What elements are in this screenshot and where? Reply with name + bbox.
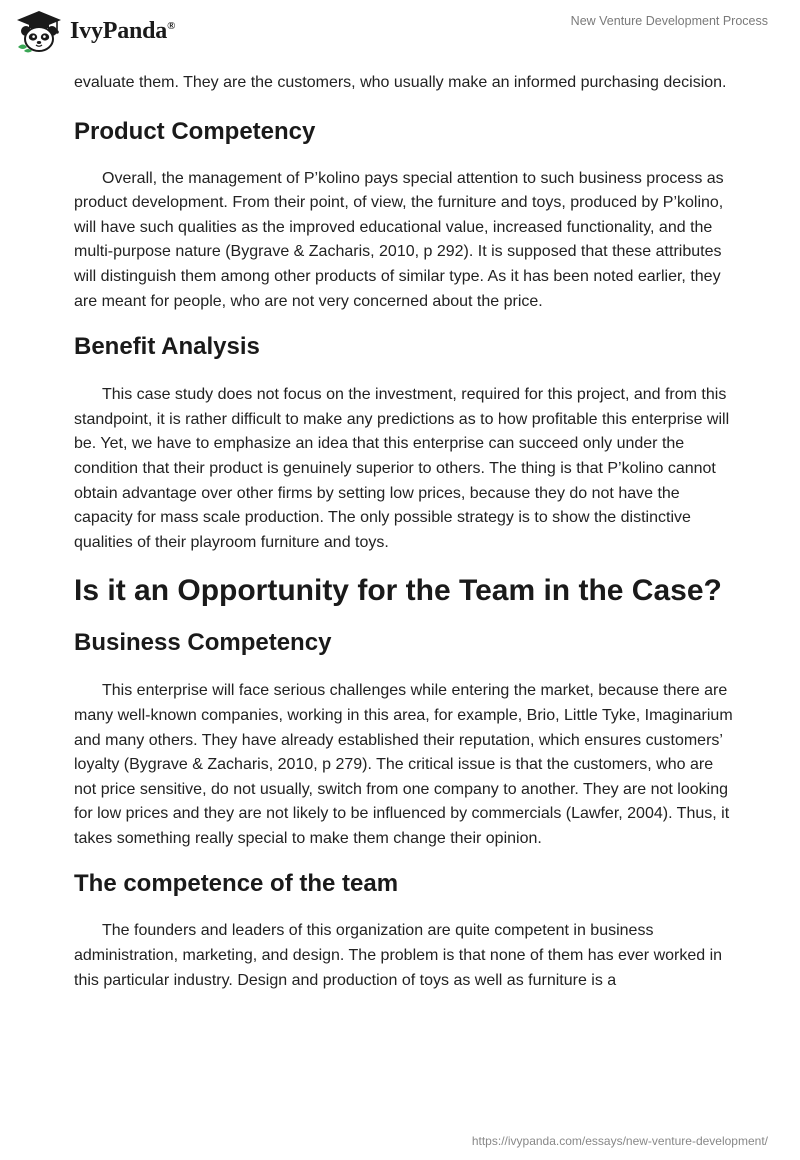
product-competency-heading: Product Competency [74, 117, 316, 145]
essay-content [74, 71, 734, 993]
intro-continuation-paragraph: evaluate them. They are the customers, who usually make an informed purchasing decision. [74, 74, 727, 91]
logo-text: IvyPanda [70, 17, 168, 44]
page-header [0, 0, 800, 62]
registered-mark: ® [167, 19, 176, 32]
benefit-analysis-paragraph: This case study does not focus on the investment, required for this project, and from this standpoint, it is rather difficult to make any predictions as to how profitable this enterprise will be. Yet, we have to emphasize an idea that this enterprise can succeed only under the condition that their product is genuinely superior to others. The thing is that P’kolino cannot obtain advantage over other firms by setting low prices, because they do not have the capacity for mass scale production. The only possible strategy is to show the distinctive qualities of their playroom furniture and toys. [74, 386, 730, 551]
product-competency-paragraph: Overall, the management of P’kolino pays special attention to such business process as product development. From their point, of view, the furniture and toys, produced by P’kolino, will have such qualities as the improved educational value, increased functionality, and the multi-purpose nature (Bygrave & Zacharis, 2010, p 292). It is supposed that these attributes will distinguish them among other products of similar type. As it has been noted earlier, they are meant for people, who are not very concerned about the price. [74, 169, 724, 310]
ivypanda-logo[interactable] [14, 9, 175, 53]
document-title: New Venture Development Process [570, 14, 768, 28]
section-title: Is it an Opportunity for the Team in the Case? [74, 574, 722, 608]
business-competency-paragraph: This enterprise will face serious challenges while entering the market, because there are many well-known companies, working in this area, for example, Brio, Little Tyke, Imaginarium and many others. They have already established their reputation, which ensures customers’ loyalty (Bygrave & Zacharis, 2010, p 279). The critical issue is that the customers, who are not price sensitive, do not usually, switch from one company to another. They are not looking for low prices and they are not likely to be influenced by commercials (Lawfer, 2004). Thus, it takes something really special to make them change their opinion. [74, 682, 733, 847]
benefit-analysis-heading: Benefit Analysis [74, 333, 260, 361]
team-competence-paragraph: The founders and leaders of this organization are quite competent in business administration, marketing, and design. The problem is that none of them has ever worked in this particular industry. Design and production of toys as well as furniture is a [74, 922, 723, 989]
team-competence-heading: The competence of the team [74, 870, 399, 898]
source-url[interactable]: https://ivypanda.com/essays/new-venture-development/ [471, 1134, 768, 1148]
business-competency-heading: Business Competency [74, 629, 332, 657]
logo-wordmark [70, 18, 175, 45]
panda-graduate-icon [14, 9, 64, 53]
